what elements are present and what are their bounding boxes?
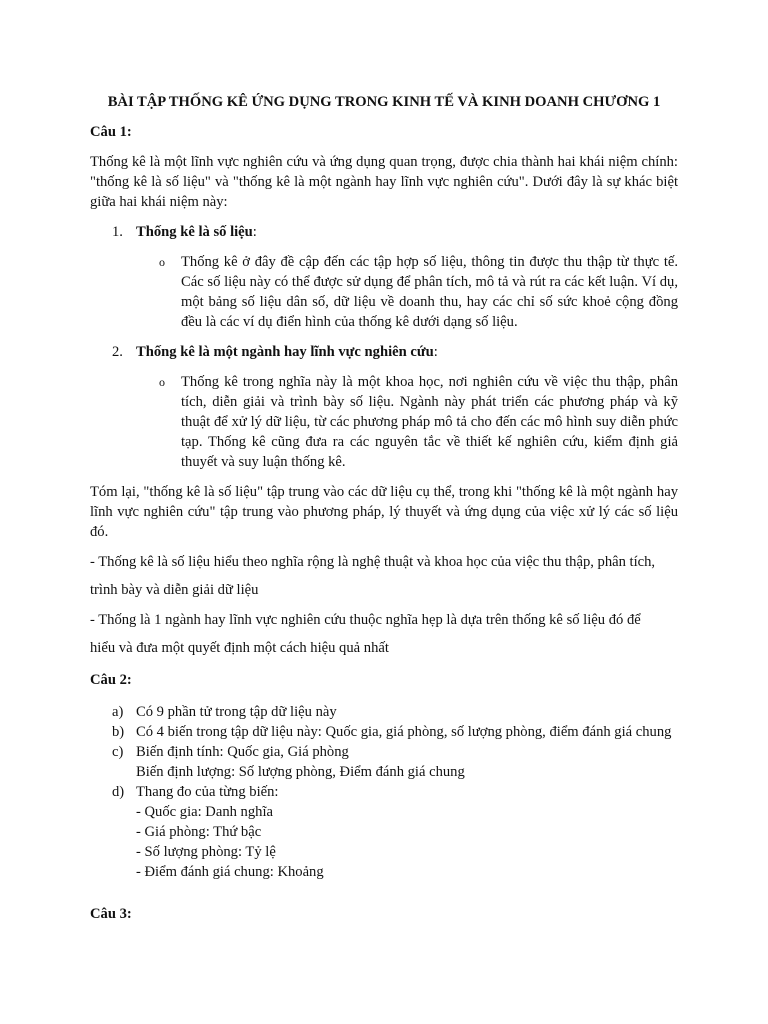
list-item [90,222,678,332]
q2-heading: Câu 2: [90,672,132,688]
q1-heading: Câu 1: [90,124,132,140]
list-line: - Điểm đánh giá chung: Khoảng [136,864,324,880]
list-line: Biến định lượng: Số lượng phòng, Điểm đánh giá chung [136,764,465,780]
list-line: - Quốc gia: Danh nghĩa [136,804,273,820]
q1-summary: Tóm lại, "thống kê là số liệu" tập trung vào các dữ liệu cụ thể, trong khi "thống kê là một ngành hay lĩnh vực nghiên cứu" tập trung vào phương pháp, lý thuyết và ứng dụng của việc xử lý các số liệu đó. [90,484,678,540]
list-item [90,742,678,782]
q2-lettered-list [90,702,678,882]
list-item-title: Thống kê là một ngành hay lĩnh vực nghiên cứu [136,344,434,360]
list-letter: a) [112,704,124,720]
list-item [90,782,678,882]
list-item-colon: : [252,224,257,240]
sub-list-text: Thống kê trong nghĩa này là một khoa học, nơi nghiên cứu về việc thu thập, phân tích, diễn giải và trình bày số liệu. Ngành này phát triển các phương pháp và kỹ thuật để xử lý dữ liệu, từ các phương pháp mô tả cho đến các mô hình suy diễn phức tạp. Thống kê cũng đưa ra các nguyên tắc về thiết kế nghiên cứu, kiểm định giả thuyết và suy luận thống kê. [181,374,678,470]
q1-dash-2a: - Thống là 1 ngành hay lĩnh vực nghiên cứu thuộc nghĩa hẹp là dựa trên thống kê số liệu đó để [90,612,641,628]
q1-dash-1b: trình bày và diễn giải dữ liệu [90,582,259,598]
q1-numbered-list [90,222,678,472]
sub-list [136,372,678,472]
list-line: Thang đo của từng biến: [136,784,279,800]
list-item-title-line [136,344,438,360]
list-letter: d) [112,784,125,800]
sub-bullet: o [159,375,165,389]
sub-list-item [90,372,678,472]
list-letter: b) [112,724,125,740]
document-page [90,92,678,934]
sub-list-item [90,252,678,332]
list-line: Có 9 phần tử trong tập dữ liệu này [136,704,337,720]
list-line: Biến định tính: Quốc gia, Giá phòng [136,744,349,760]
list-letter: c) [112,744,124,760]
sub-list [136,252,678,332]
list-item [90,702,678,722]
q3-heading: Câu 3: [90,906,132,922]
list-line: - Số lượng phòng: Tỷ lệ [136,844,276,860]
list-number: 1. [112,224,123,240]
q1-dash-2b: hiểu và đưa một quyết định một cách hiệu quả nhất [90,640,389,656]
sub-bullet: o [159,255,165,269]
list-item [90,722,678,742]
list-number: 2. [112,344,123,360]
q1-intro: Thống kê là một lĩnh vực nghiên cứu và ứng dụng quan trọng, được chia thành hai khái niệm chính: "thống kê là số liệu" và "thống kê là một ngành hay lĩnh vực nghiên cứu". Dưới đây là sự khác biệt giữa hai khái niệm này: [90,154,678,210]
list-item-title-line [136,224,257,240]
spacer [90,894,678,904]
q1-dash-1a: - Thống kê là số liệu hiểu theo nghĩa rộng là nghệ thuật và khoa học của việc thu thập, phân tích, [90,554,656,570]
list-item-colon: : [433,344,438,360]
sub-list-text: Thống kê ở đây đề cập đến các tập hợp số liệu, thông tin được thu thập từ thực tế. Các số liệu này có thể được sử dụng để phân tích, mô tả và rút ra các kết luận. Ví dụ, một bảng số liệu dân số, dữ liệu về doanh thu, hay các chỉ số sức khoẻ cộng đồng đều là các ví dụ điển hình của thống kê dưới dạng số liệu. [181,254,678,330]
list-line: - Giá phòng: Thứ bậc [136,824,262,840]
list-item-title: Thống kê là số liệu [136,224,253,240]
list-line: Có 4 biến trong tập dữ liệu này: Quốc gia, giá phòng, số lượng phòng, điểm đánh giá chung [136,724,672,740]
list-item [90,342,678,472]
document-title: BÀI TẬP THỐNG KÊ ỨNG DỤNG TRONG KINH TẾ VÀ KINH DOANH CHƯƠNG 1 [107,94,661,110]
